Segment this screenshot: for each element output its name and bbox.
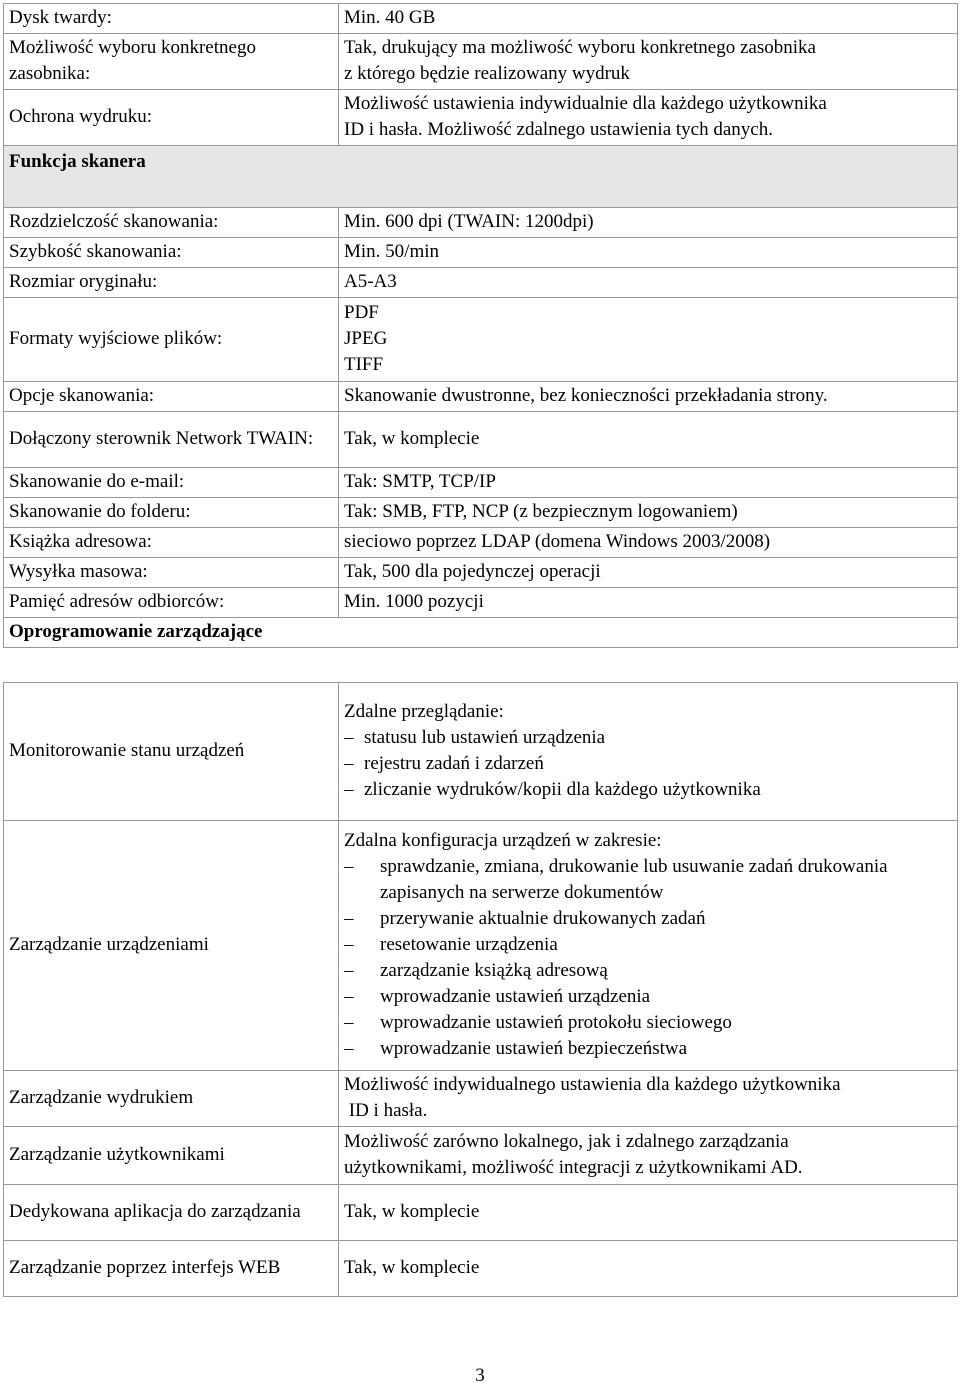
table-row	[4, 382, 958, 412]
row-label: Zarządzanie użytkownikami	[4, 1127, 339, 1185]
row-value	[339, 34, 958, 90]
table-row	[4, 1071, 958, 1127]
row-label: Dysk twardy:	[4, 4, 339, 34]
row-value	[339, 1185, 958, 1241]
table-row	[4, 558, 958, 588]
devices-list	[344, 854, 952, 1062]
row-devices	[4, 821, 958, 1071]
value-line: Tak, w komplecie	[344, 1201, 480, 1222]
table-row	[4, 34, 958, 90]
table-row	[4, 4, 958, 34]
row-label: Dołączony sterownik Network TWAIN:	[4, 412, 339, 468]
value-line: ID i hasła.	[344, 1100, 428, 1121]
spec-table	[3, 3, 958, 1297]
table-row	[4, 90, 958, 146]
list-intro: Zdalne przeglądanie:	[344, 701, 504, 722]
table-row	[4, 528, 958, 558]
table-row	[4, 268, 958, 298]
row-value	[339, 1241, 958, 1297]
value-line: Możliwość ustawienia indywidualnie dla każdego użytkownika	[344, 93, 827, 114]
row-value	[339, 4, 958, 34]
value-line: Skanowanie dwustronne, bez konieczności przekładania strony.	[344, 385, 828, 406]
row-value	[339, 382, 958, 412]
row-value	[339, 298, 958, 382]
table-row	[4, 1127, 958, 1185]
list-item: – statusu lub ustawień urządzenia	[344, 725, 952, 751]
row-label: Monitorowanie stanu urządzeń	[4, 683, 339, 821]
row-value	[339, 528, 958, 558]
list-item: – wprowadzanie ustawień urządzenia	[344, 984, 952, 1010]
row-value	[339, 90, 958, 146]
row-label: Skanowanie do e-mail:	[4, 468, 339, 498]
value-line: JPEG	[344, 328, 388, 349]
table-row	[4, 588, 958, 618]
value-line: Min. 40 GB	[344, 7, 436, 28]
row-label: Skanowanie do folderu:	[4, 498, 339, 528]
value-line: ID i hasła. Możliwość zdalnego ustawienia tych danych.	[344, 119, 773, 140]
table-row	[4, 468, 958, 498]
list-item: – zliczanie wydruków/kopii dla każdego użytkownika	[344, 777, 952, 803]
list-item: – rejestru zadań i zdarzeń	[344, 751, 952, 777]
scanner-spec-rows	[4, 208, 958, 618]
list-item: – sprawdzanie, zmiana, drukowanie lub usuwanie zadań drukowania zapisanych na serwerze dokumentów	[344, 854, 952, 906]
list-item: – wprowadzanie ustawień protokołu sieciowego	[344, 1010, 952, 1036]
value-line: A5-A3	[344, 271, 397, 292]
gap-row	[4, 648, 958, 683]
row-label: Zarządzanie poprzez interfejs WEB	[4, 1241, 339, 1297]
table-row	[4, 298, 958, 382]
row-value	[339, 468, 958, 498]
row-label: Rozmiar oryginału:	[4, 268, 339, 298]
row-value	[339, 683, 958, 821]
table-row	[4, 1185, 958, 1241]
scanner-section-header	[4, 146, 958, 208]
value-line: Min. 50/min	[344, 241, 440, 262]
row-value	[339, 208, 958, 238]
list-item: – zarządzanie książką adresową	[344, 958, 952, 984]
row-label: Opcje skanowania:	[4, 382, 339, 412]
bottom-rows	[4, 1071, 958, 1297]
value-line: Tak, w komplecie	[344, 428, 480, 449]
monitoring-list	[344, 725, 952, 803]
row-label: Wysyłka masowa:	[4, 558, 339, 588]
management-rows	[4, 683, 958, 1071]
value-line: użytkownikami, możliwość integracji z użytkownikami AD.	[344, 1157, 803, 1178]
list-item: – resetowanie urządzenia	[344, 932, 952, 958]
row-value	[339, 558, 958, 588]
row-label: Zarządzanie urządzeniami	[4, 821, 339, 1071]
page-number: 3	[475, 1365, 485, 1386]
list-item: – przerywanie aktualnie drukowanych zadań	[344, 906, 952, 932]
section-title-management: Oprogramowanie zarządzające	[4, 618, 958, 648]
row-value	[339, 268, 958, 298]
value-line: Tak, w komplecie	[344, 1257, 480, 1278]
value-line: Tak: SMB, FTP, NCP (z bezpiecznym logowaniem)	[344, 501, 738, 522]
value-line: PDF	[344, 302, 379, 323]
row-monitoring	[4, 683, 958, 821]
row-label: Pamięć adresów odbiorców:	[4, 588, 339, 618]
row-label: Zarządzanie wydrukiem	[4, 1071, 339, 1127]
value-line: Tak, drukujący ma możliwość wyboru konkretnego zasobnika	[344, 37, 816, 58]
list-item: – wprowadzanie ustawień bezpieczeństwa	[344, 1036, 952, 1062]
value-line: Min. 1000 pozycji	[344, 591, 484, 612]
value-line: Min. 600 dpi (TWAIN: 1200dpi)	[344, 211, 594, 232]
table-row	[4, 412, 958, 468]
value-line: TIFF	[344, 354, 384, 375]
value-line: Tak: SMTP, TCP/IP	[344, 471, 496, 492]
value-line: Tak, 500 dla pojedynczej operacji	[344, 561, 601, 582]
row-label: Szybkość skanowania:	[4, 238, 339, 268]
row-value	[339, 412, 958, 468]
spec-page	[3, 3, 958, 1297]
value-line: Możliwość zarówno lokalnego, jak i zdalnego zarządzania	[344, 1131, 789, 1152]
value-line: Możliwość indywidualnego ustawienia dla każdego użytkownika	[344, 1074, 841, 1095]
row-label: Dedykowana aplikacja do zarządzania	[4, 1185, 339, 1241]
row-value	[339, 588, 958, 618]
row-value	[339, 238, 958, 268]
row-value	[339, 498, 958, 528]
row-value	[339, 1071, 958, 1127]
row-value	[339, 1127, 958, 1185]
table-row	[4, 1241, 958, 1297]
row-label: Możliwość wyboru konkretnego zasobnika:	[4, 34, 339, 90]
row-label: Formaty wyjściowe plików:	[4, 298, 339, 382]
mgmt-section-header	[4, 618, 958, 648]
print-spec-rows	[4, 4, 958, 146]
row-label: Książka adresowa:	[4, 528, 339, 558]
row-label: Rozdzielczość skanowania:	[4, 208, 339, 238]
list-intro: Zdalna konfiguracja urządzeń w zakresie:	[344, 830, 662, 851]
row-value	[339, 821, 958, 1071]
table-row	[4, 238, 958, 268]
table-row	[4, 208, 958, 238]
value-line: z którego będzie realizowany wydruk	[344, 63, 630, 84]
value-line: sieciowo poprzez LDAP (domena Windows 2003/2008)	[344, 531, 771, 552]
section-title-scanner: Funkcja skanera	[4, 146, 958, 208]
table-row	[4, 498, 958, 528]
row-label: Ochrona wydruku:	[4, 90, 339, 146]
